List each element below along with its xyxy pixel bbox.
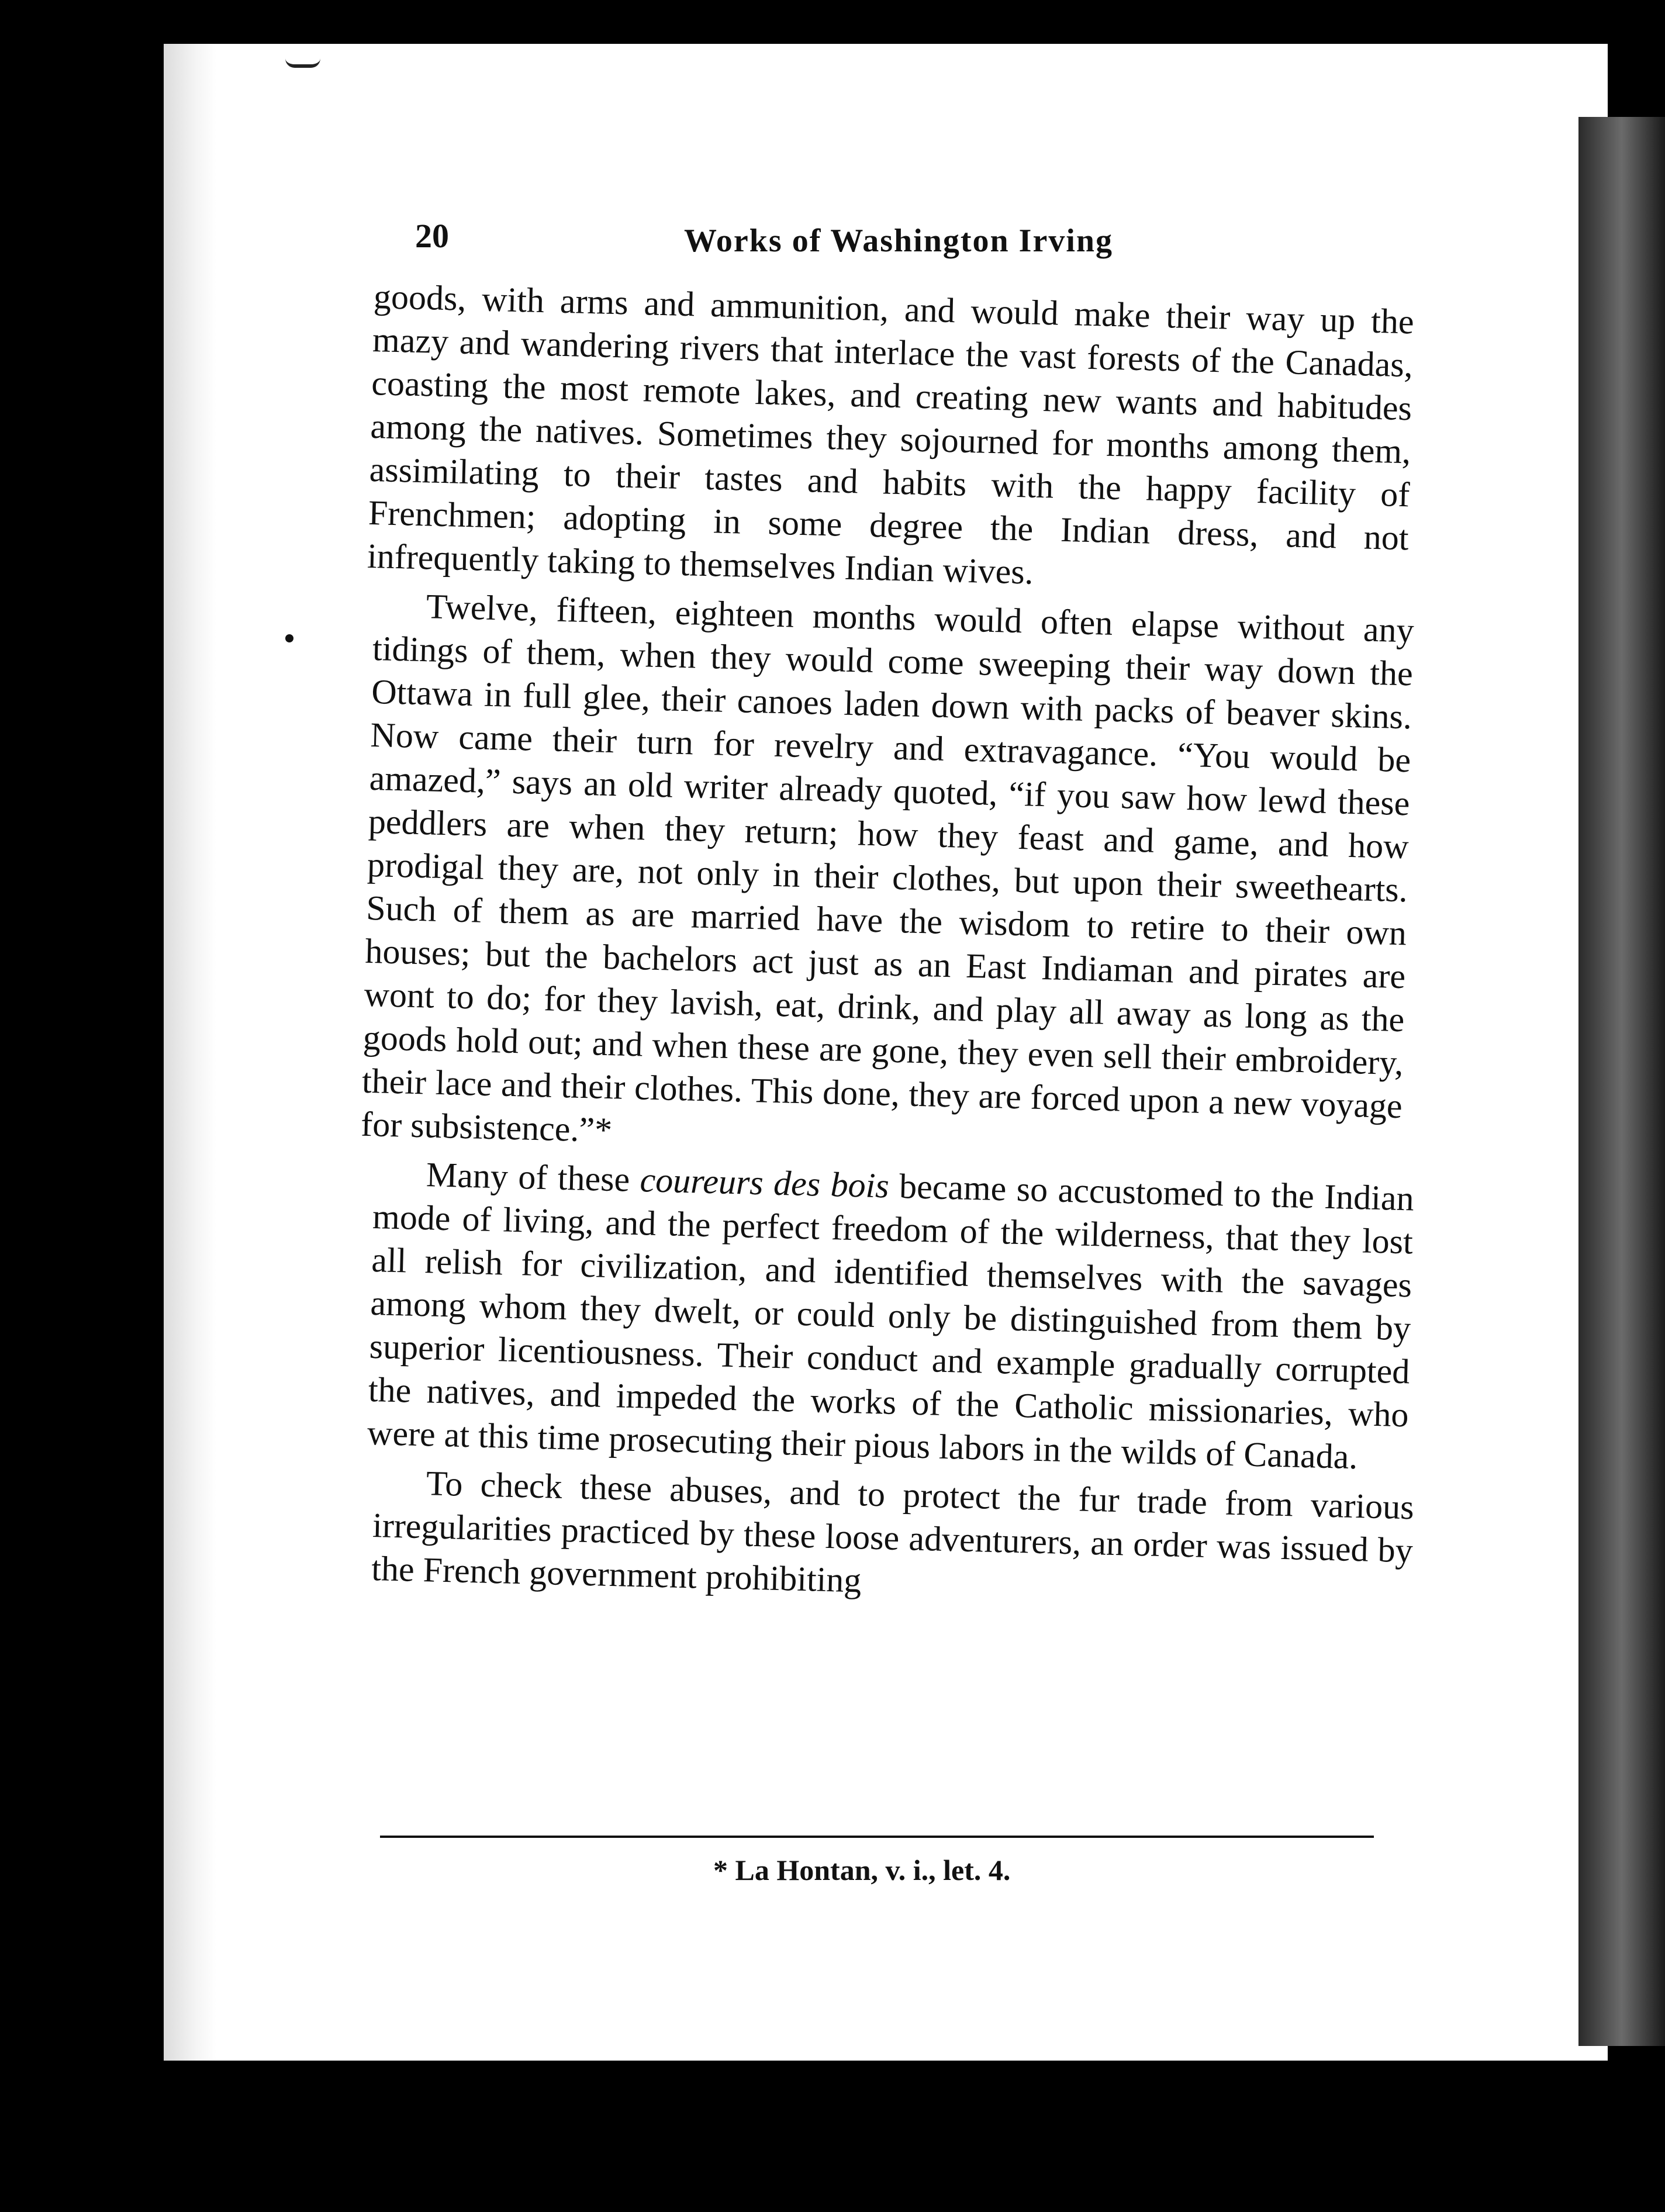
running-title: Works of Washington Irving: [684, 223, 1114, 259]
footnote: * La Hontan, v. i., let. 4.: [713, 1854, 1011, 1886]
margin-dot: [285, 634, 293, 642]
page-number: 20: [415, 217, 449, 255]
page-edge-shadow: [1578, 117, 1665, 2046]
page-content: [360, 210, 1415, 1600]
scan-mark: [285, 58, 320, 68]
paragraph-3-lead: Many of these: [426, 1155, 641, 1200]
italic-phrase: coureurs des bois: [639, 1160, 890, 1205]
paragraph-2: Twelve, fifteen, eighteen months would often elapse without any tidings of them, when they would come sweeping their way down the Ottawa in full glee, their canoes laden down with packs of beaver skins. Now came their turn for revelry and extravagance. “You would be amazed,” says an old writer already quoted, “if you saw how lewd these peddlers are when they return; how they feast and game, and how prodigal they are, not only in their clothes, but upon their sweethearts. Such of them as are married have the wisdom to retire to their own houses; but the bachelors act just as an East Indiaman and pirates are wont to do; for they lavish, eat, drink, and play all away as long as the goods hold out; and when these are gone, they even sell their embroidery, their lace and their clothes. This done, they are forced upon a new voyage for subsistence.”*: [360, 587, 1415, 1150]
paragraph-4: To check these abuses, and to protect the fur trade from various irregularities practiced by these loose adventurers, an order was issued by the French government prohibiting: [371, 1464, 1415, 1600]
footnote-rule: [380, 1836, 1374, 1838]
paragraph-1: goods, with arms and ammunition, and would make their way up the mazy and wandering rivers that interlace the vast forests of the Canadas, coasting the most remote lakes, and creating new wants and habitudes among the natives. Sometimes they sojourned for months among them, assimilating to their tastes and habits with the happy facility of Frenchmen; adopting in some degree the Indian dress, and not infrequently taking to themselves Indian wives.: [367, 276, 1415, 592]
page-gutter: [164, 44, 216, 2061]
page-header: [374, 210, 1415, 275]
paragraph-3-body: became so accustomed to the Indian mode of living, and the perfect freedom of the wilderness, that they lost all relish for civilization, and identified themselves with the savages among whom they dwelt, or could only be distinguished from them by superior licentiousness. Their conduct and example gradually corrupted the natives, and impeded the works of the Catholic missionaries, who were at this time prosecuting their pious labors in the wilds of Canada.: [367, 1166, 1415, 1477]
paragraph-3: [367, 1152, 1414, 1480]
